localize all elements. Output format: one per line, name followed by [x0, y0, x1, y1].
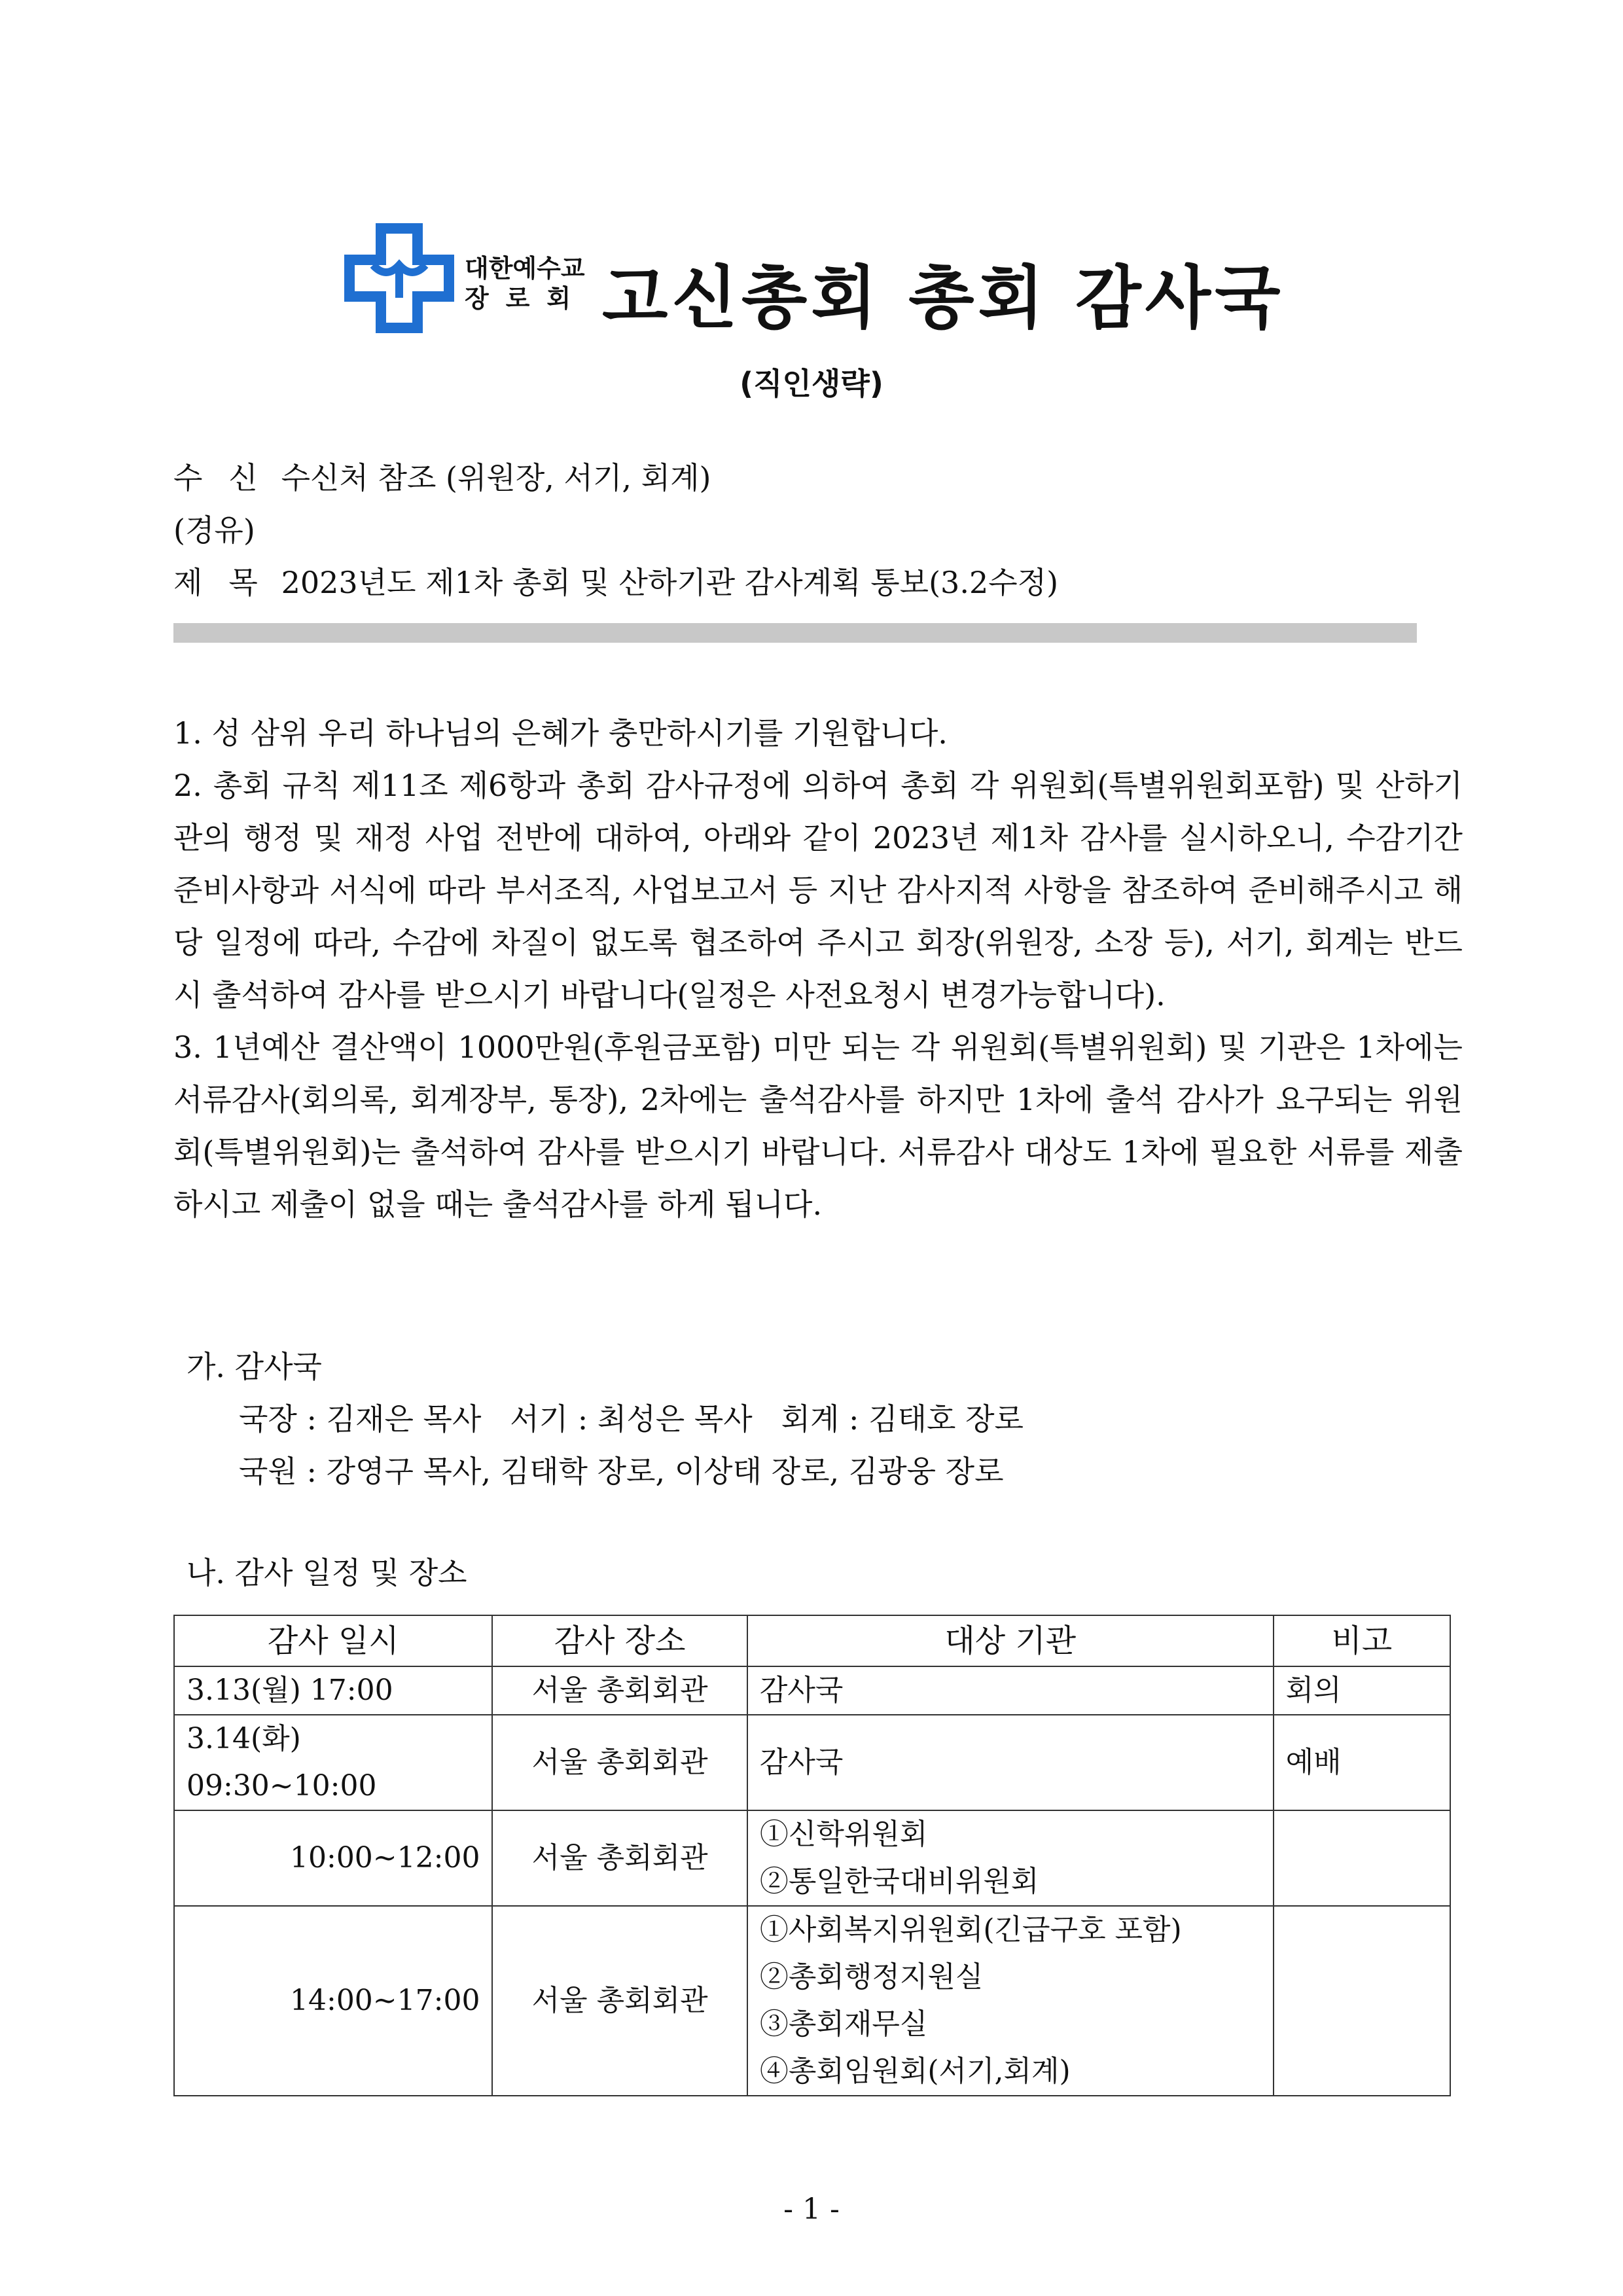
- org-small-line2: 장로회: [465, 284, 588, 313]
- table-row: [174, 1906, 1450, 2096]
- body-paragraphs: [173, 707, 1463, 1230]
- row-date: 10:00~12:00: [174, 1810, 492, 1906]
- row-place: 서울 총회회관: [492, 1906, 747, 2096]
- header-date: 감사 일시: [174, 1615, 492, 1666]
- via-row: (경유): [173, 512, 255, 548]
- row-targets: [747, 1810, 1274, 1906]
- memo-meta: [173, 452, 1058, 609]
- table-row: [174, 1810, 1450, 1906]
- row-date: 3.14(화) 09:30~10:00: [174, 1715, 492, 1810]
- org-small-line1: 대한예수교: [465, 254, 585, 283]
- row-note: [1274, 1810, 1450, 1906]
- target-item: ③총회재무실: [759, 2007, 928, 2041]
- table-row: [174, 1666, 1450, 1715]
- bureau-officers: 국장 : 김재은 목사 서기 : 최성은 목사 회계 : 김태호 장로: [239, 1401, 1024, 1437]
- org-small-name: [465, 253, 588, 314]
- subject-value: 2023년도 제1차 총회 및 산하기관 감사계획 통보(3.2수정): [281, 565, 1059, 600]
- target-item: ④총회임원회(서기,회계): [759, 2054, 1071, 2088]
- row-date: 3.13(월) 17:00: [174, 1666, 492, 1715]
- recipient-row: [173, 452, 1058, 504]
- row-note: 회의: [1274, 1666, 1450, 1715]
- page-number: - 1 -: [783, 2193, 840, 2226]
- recipient-label: 수신: [173, 460, 284, 495]
- target-item: ②총회행정지원실: [759, 1960, 984, 1994]
- row-note: 예배: [1274, 1715, 1450, 1810]
- header-note: 비고: [1274, 1615, 1450, 1666]
- target-item: ①사회복지위원회(긴급구호 포함): [759, 1913, 1182, 1946]
- row-target: 감사국: [747, 1666, 1274, 1715]
- letterhead: [340, 219, 1322, 344]
- header-target: 대상 기관: [747, 1615, 1274, 1666]
- row-place: 서울 총회회관: [492, 1715, 747, 1810]
- table-header-row: [174, 1615, 1450, 1666]
- row-date: 14:00~17:00: [174, 1906, 492, 2096]
- row-note: [1274, 1906, 1450, 2096]
- church-cross-logo-icon: [340, 219, 458, 337]
- paragraph-2: 2. 총회 규칙 제11조 제6항과 총회 감사규정에 의하여 총회 각 위원회(특별위원회포함) 및 산하기관의 행정 및 재정 사업 전반에 대하여, 아래와 같이 2023년 제1차 감사를 실시하오니, 수감기간 준비사항과 서식에 따라 부서조직, 사업보고서 등 지난 감사지적 사항을 참조하여 준비해주시고 해당 일정에 따라, 수감에 차질이 없도록 협조하여 주시고 회장(위원장, 소장 등), 서기, 회계는 반드시 출석하여 감사를 받으시기 바랍니다(일정은 사전요청시 변경가능합니다).: [173, 768, 1463, 1013]
- table-row: [174, 1715, 1450, 1810]
- subject-label: 제목: [173, 565, 284, 600]
- section-audit-bureau: [187, 1340, 1024, 1498]
- paragraph-1: 1. 성 삼위 우리 하나님의 은혜가 충만하시기를 기원합니다.: [173, 715, 948, 751]
- section-na-title: 나. 감사 일정 및 장소: [187, 1555, 467, 1590]
- subject-row: [173, 556, 1058, 609]
- row-place: 서울 총회회관: [492, 1810, 747, 1906]
- paragraph-3: 3. 1년예산 결산액이 1000만원(후원금포함) 미만 되는 각 위원회(특별위원회) 및 기관은 1차에는 서류감사(회의록, 회계장부, 통장), 2차에는 출석감사를 하지만 1차에 출석 감사가 요구되는 위원회(특별위원회)는 출석하여 감사를 받으시기 바랍니다. 서류감사 대상도 1차에 필요한 서류를 제출하시고 제출이 없을 때는 출석감사를 하게 됩니다.: [173, 1030, 1463, 1222]
- seal-note: (직인생략): [740, 366, 883, 401]
- header-place: 감사 장소: [492, 1615, 747, 1666]
- recipient-value: 수신처 참조 (위원장, 서기, 회계): [281, 460, 711, 495]
- header-divider: [173, 623, 1417, 643]
- row-target: 감사국: [747, 1715, 1274, 1810]
- target-item: ①신학위원회: [759, 1818, 928, 1851]
- section-ga-title: 가. 감사국: [187, 1349, 322, 1384]
- row-targets: [747, 1906, 1274, 2096]
- row-place: 서울 총회회관: [492, 1666, 747, 1715]
- bureau-members: 국원 : 강영구 목사, 김태학 장로, 이상태 장로, 김광웅 장로: [239, 1454, 1004, 1489]
- audit-schedule-table: [173, 1615, 1451, 2096]
- org-title: 고신총회 총회 감사국: [602, 258, 1285, 338]
- target-item: ②통일한국대비위원회: [759, 1865, 1039, 1898]
